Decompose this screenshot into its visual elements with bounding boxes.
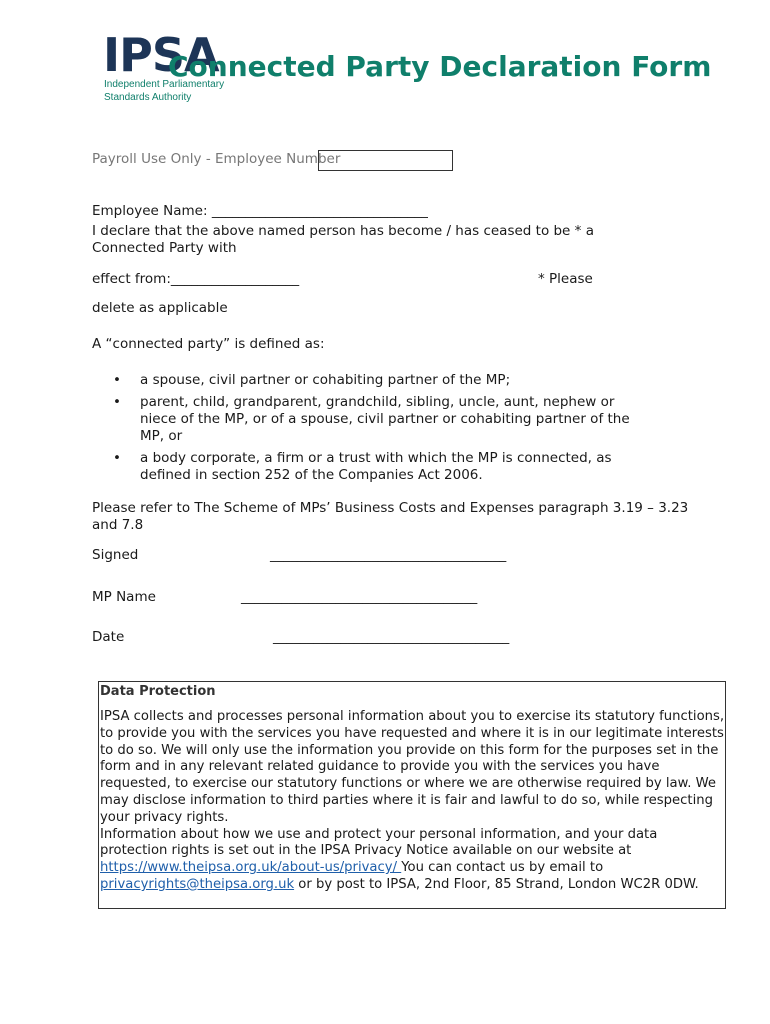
declaration-line-2: Connected Party with xyxy=(92,240,237,256)
declaration-line-1: I declare that the above named person has become / has ceased to be * a xyxy=(92,223,594,239)
please-note: * Please xyxy=(538,271,593,287)
definition-list xyxy=(113,372,653,489)
definition-intro: A “connected party” is defined as: xyxy=(92,336,325,352)
delete-applicable-note: delete as applicable xyxy=(92,300,228,316)
data-protection-paragraph-2 xyxy=(100,827,725,894)
privacy-email-link[interactable]: privacyrights@theipsa.org.uk xyxy=(100,876,295,892)
form-title: Connected Party Declaration Form xyxy=(168,50,712,83)
privacy-notice-text: Information about how we use and protect your personal information, and your data protection rights is set out in the IPSA Privacy Notice available on our website at xyxy=(100,826,658,859)
data-protection-box xyxy=(98,681,726,909)
logo-subtitle-line1: Independent Parliamentary xyxy=(104,79,225,90)
bullet-marker: • xyxy=(113,372,121,388)
list-item-text: parent, child, grandparent, grandchild, sibling, uncle, aunt, nephew or niece of the MP, or of a spouse, civil partner or cohabiting partner of the MP, or xyxy=(140,394,630,444)
privacy-url-link[interactable]: https://www.theipsa.org.uk/about-us/privacy/ xyxy=(100,860,402,876)
date-label: Date xyxy=(92,629,125,645)
signed-label: Signed xyxy=(92,547,139,563)
list-item xyxy=(113,394,653,445)
effect-from-field[interactable]: effect from:___________________ xyxy=(92,271,300,287)
ipsa-logo-wordmark: IPSA xyxy=(103,28,219,82)
list-item-text: a body corporate, a firm or a trust with which the MP is connected, as defined in section 252 of the Companies Act 2006. xyxy=(140,450,612,483)
payroll-label: Payroll Use Only - Employee Number xyxy=(92,151,341,167)
postal-address-text: or by post to IPSA, 2nd Floor, 85 Strand, London WC2R 0DW. xyxy=(294,876,699,892)
mp-name-field[interactable]: ___________________________________ xyxy=(241,589,478,605)
scheme-reference-line-1: Please refer to The Scheme of MPs’ Business Costs and Expenses paragraph 3.19 – 3.23 xyxy=(92,500,689,516)
bullet-marker: • xyxy=(113,394,121,410)
contact-text: You can contact us by email to xyxy=(401,860,604,876)
data-protection-paragraph-1: IPSA collects and processes personal information about you to exercise its statutory functions, to provide you with the services you have requested and where it is in our legitimate interests to do so. We will only use the information you provide on this form for the purposes set in the form and in any relevant related guidance to provide you with the services you have requested, to exercise our statutory functions or where we are otherwise required by law. We may disclose information to third parties where it is fair and lawful to do so, while respecting your privacy rights. xyxy=(100,709,725,825)
signed-field[interactable]: ___________________________________ xyxy=(270,547,507,563)
date-field[interactable]: ___________________________________ xyxy=(273,629,510,645)
mp-name-label: MP Name xyxy=(92,589,156,605)
logo-subtitle-line2: Standards Authority xyxy=(104,92,192,103)
list-item xyxy=(113,372,653,389)
bullet-marker: • xyxy=(113,450,121,466)
data-protection-heading: Data Protection xyxy=(100,684,216,699)
list-item xyxy=(113,450,653,484)
employee-number-field[interactable] xyxy=(318,150,453,171)
employee-name-field[interactable]: Employee Name: ________________________________ xyxy=(92,203,428,219)
scheme-reference-line-2: and 7.8 xyxy=(92,517,144,533)
list-item-text: a spouse, civil partner or cohabiting partner of the MP; xyxy=(140,372,511,388)
